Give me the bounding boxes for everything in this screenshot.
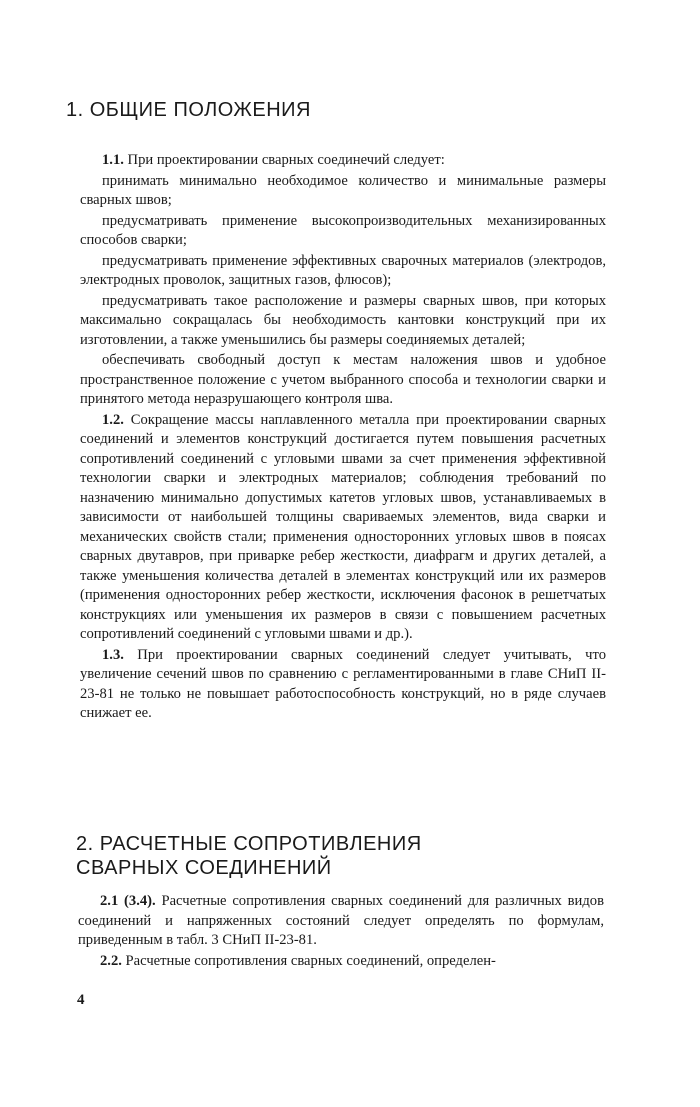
- section-2-heading-line-1: 2. РАСЧЕТНЫЕ СОПРОТИВЛЕНИЯ: [76, 833, 422, 855]
- page-number: 4: [77, 992, 85, 1008]
- list-item-welding-materials: [80, 252, 606, 291]
- clause-number: 2.2.: [100, 952, 122, 969]
- list-item-min-welds: [80, 172, 606, 211]
- section-1-body: [80, 151, 606, 724]
- paragraph-text: предусматривать применение высокопроизводительных механизированных способов сварки;: [80, 212, 606, 248]
- paragraph-2-2: [78, 952, 604, 972]
- paragraph-text: Расчетные сопротивления сварных соединений для различных видов соединений и напряженных состояний следует определять по формулам, приведенным в табл. 3 СНиП II-23-81.: [78, 893, 604, 948]
- list-item-mechanized-welding: [80, 212, 606, 251]
- paragraph-1-1: [80, 151, 606, 171]
- paragraph-text: Расчетные сопротивления сварных соединений, определен-: [121, 952, 496, 969]
- paragraph-1-3: [80, 646, 606, 724]
- list-item-weld-layout: [80, 292, 606, 351]
- section-1-heading: 1. ОБЩИЕ ПОЛОЖЕНИЯ: [66, 99, 311, 121]
- paragraph-text: предусматривать применение эффективных сварочных материалов (электродов, электродных проволок, защитных газов, флюсов);: [80, 252, 606, 288]
- paragraph-text: предусматривать такое расположение и размеры сварных швов, при которых максимально сокращалась бы необходимость кантовки конструкций при их изготовлении, а также уменьшились бы размеры соединяемых деталей;: [80, 292, 606, 348]
- paragraph-text: принимать минимально необходимое количество и минимальные размеры сварных швов;: [80, 172, 606, 208]
- paragraph-text: При проектировании сварных соединечий следует:: [123, 152, 445, 168]
- clause-number: 2.1 (3.4).: [100, 893, 156, 909]
- section-2-heading-line-2: СВАРНЫХ СОЕДИНЕНИЙ: [76, 857, 332, 879]
- paragraph-2-1: [78, 892, 604, 951]
- paragraph-text: Сокращение массы наплавленного металла при проектировании сварных соединений и элементов конструкций достигается путем повышения расчетных сопротивлений соединений с угловыми швами за счет применения эффективной технологии сварки и электродных материалов; соблюдения требований по назначению минимально допустимых катетов угловых швов, устанавливаемых в зависимости от наибольшей толщины свариваемых элементов, вида сварки и механических свойств стали; применения односторонних угловых швов в поясах сварных двутавров, при приварке ребер жесткости, диафрагм и других деталей, а также уменьшения количества деталей в элементах конструкций или их размеров (применения односторонних ребер жесткости, исключения фасонок в решетчатых конструкциях или уменьшения их размеров в связи с повышением расчетных сопротивлений соединений с угловыми швами и др.).: [80, 411, 606, 642]
- list-item-free-access: [80, 351, 606, 410]
- section-2-heading: [76, 832, 422, 880]
- paragraph-text: При проектировании сварных соединений следует учитывать, что увеличение сечений швов по сравнению с регламентированными в главе СНиП II-23-81 не только не повышает работоспособность конструкций, но в ряде случаев снижает ее.: [80, 646, 606, 721]
- paragraph-text: обеспечивать свободный доступ к местам наложения швов и удобное пространственное положение с учетом выбранного способа и технологии сварки и принятого метода неразрушающего контроля шва.: [80, 352, 606, 407]
- paragraph-1-2: [80, 411, 606, 645]
- clause-number: 1.2.: [102, 411, 124, 428]
- clause-number: 1.1.: [102, 152, 124, 168]
- section-2-body: [78, 892, 604, 971]
- clause-number: 1.3.: [102, 646, 124, 663]
